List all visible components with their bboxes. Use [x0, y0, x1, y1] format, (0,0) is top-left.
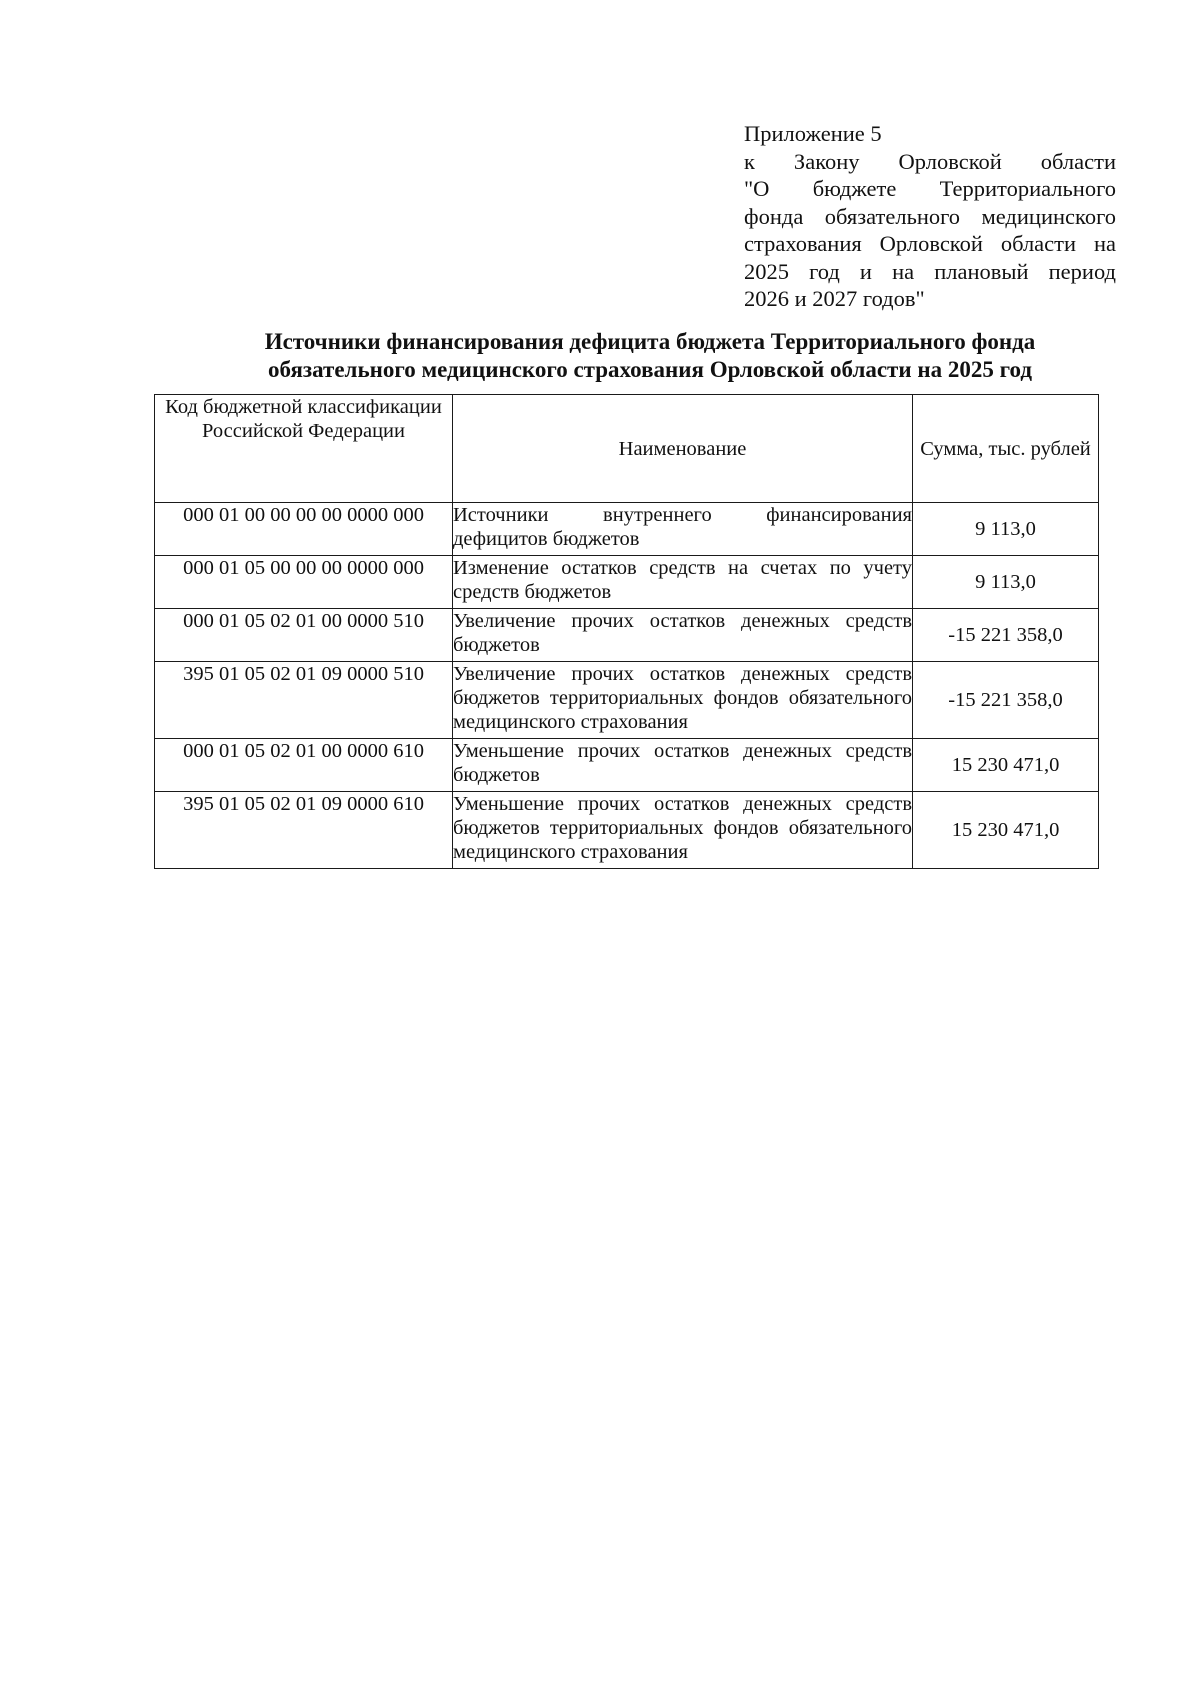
cell-name: Изменение остатков средств на счетах по учету средств бюджетов [453, 556, 913, 609]
financing-sources-table [154, 394, 1099, 869]
annex-line: 2026 и 2027 годов" [744, 286, 925, 311]
annex-line: 2025 год и на плановый период [744, 258, 1116, 284]
annex-line: Приложение 5 [744, 121, 882, 146]
cell-name: Уменьшение прочих остатков денежных средств бюджетов территориальных фондов обязательного медицинского страхования [453, 792, 913, 869]
header-name: Наименование [453, 395, 913, 503]
table-row [155, 556, 1099, 609]
annex-line: к Закону Орловской области [744, 148, 1116, 174]
header-code: Код бюджетной классификации Российской Федерации [155, 395, 453, 503]
annex-header [744, 120, 1116, 313]
cell-sum: 15 230 471,0 [913, 792, 1099, 869]
annex-line: фонда обязательного медицинского [744, 203, 1116, 229]
cell-name: Уменьшение прочих остатков денежных средств бюджетов [453, 739, 913, 792]
annex-line: страхования Орловской области на [744, 231, 1116, 256]
table-row [155, 503, 1099, 556]
table-row [155, 662, 1099, 739]
cell-code: 000 01 05 02 01 00 0000 510 [155, 609, 453, 662]
cell-name: Увеличение прочих остатков денежных средств бюджетов территориальных фондов обязательного медицинского страхования [453, 662, 913, 739]
cell-sum: 9 113,0 [913, 503, 1099, 556]
cell-sum: -15 221 358,0 [913, 609, 1099, 662]
cell-name: Увеличение прочих остатков денежных средств бюджетов [453, 609, 913, 662]
cell-code: 000 01 00 00 00 00 0000 000 [155, 503, 453, 556]
document-title [150, 328, 1150, 384]
table-row [155, 739, 1099, 792]
annex-line: "О бюджете Территориального [744, 176, 1116, 201]
cell-name: Источники внутреннего финансирования дефицитов бюджетов [453, 503, 913, 556]
document-title-line: Источники финансирования дефицита бюджета Территориального фонда [264, 329, 1036, 354]
table-row [155, 792, 1099, 869]
table-header-row [155, 395, 1099, 503]
cell-code: 000 01 05 02 01 00 0000 610 [155, 739, 453, 792]
table-row [155, 609, 1099, 662]
cell-code: 395 01 05 02 01 09 0000 610 [155, 792, 453, 869]
cell-code: 395 01 05 02 01 09 0000 510 [155, 662, 453, 739]
cell-sum: 15 230 471,0 [913, 739, 1099, 792]
header-sum: Сумма, тыс. рублей [913, 395, 1099, 503]
cell-sum: -15 221 358,0 [913, 662, 1099, 739]
cell-sum: 9 113,0 [913, 556, 1099, 609]
document-title-line: обязательного медицинского страхования Орловской области на 2025 год [268, 357, 1032, 382]
cell-code: 000 01 05 00 00 00 0000 000 [155, 556, 453, 609]
